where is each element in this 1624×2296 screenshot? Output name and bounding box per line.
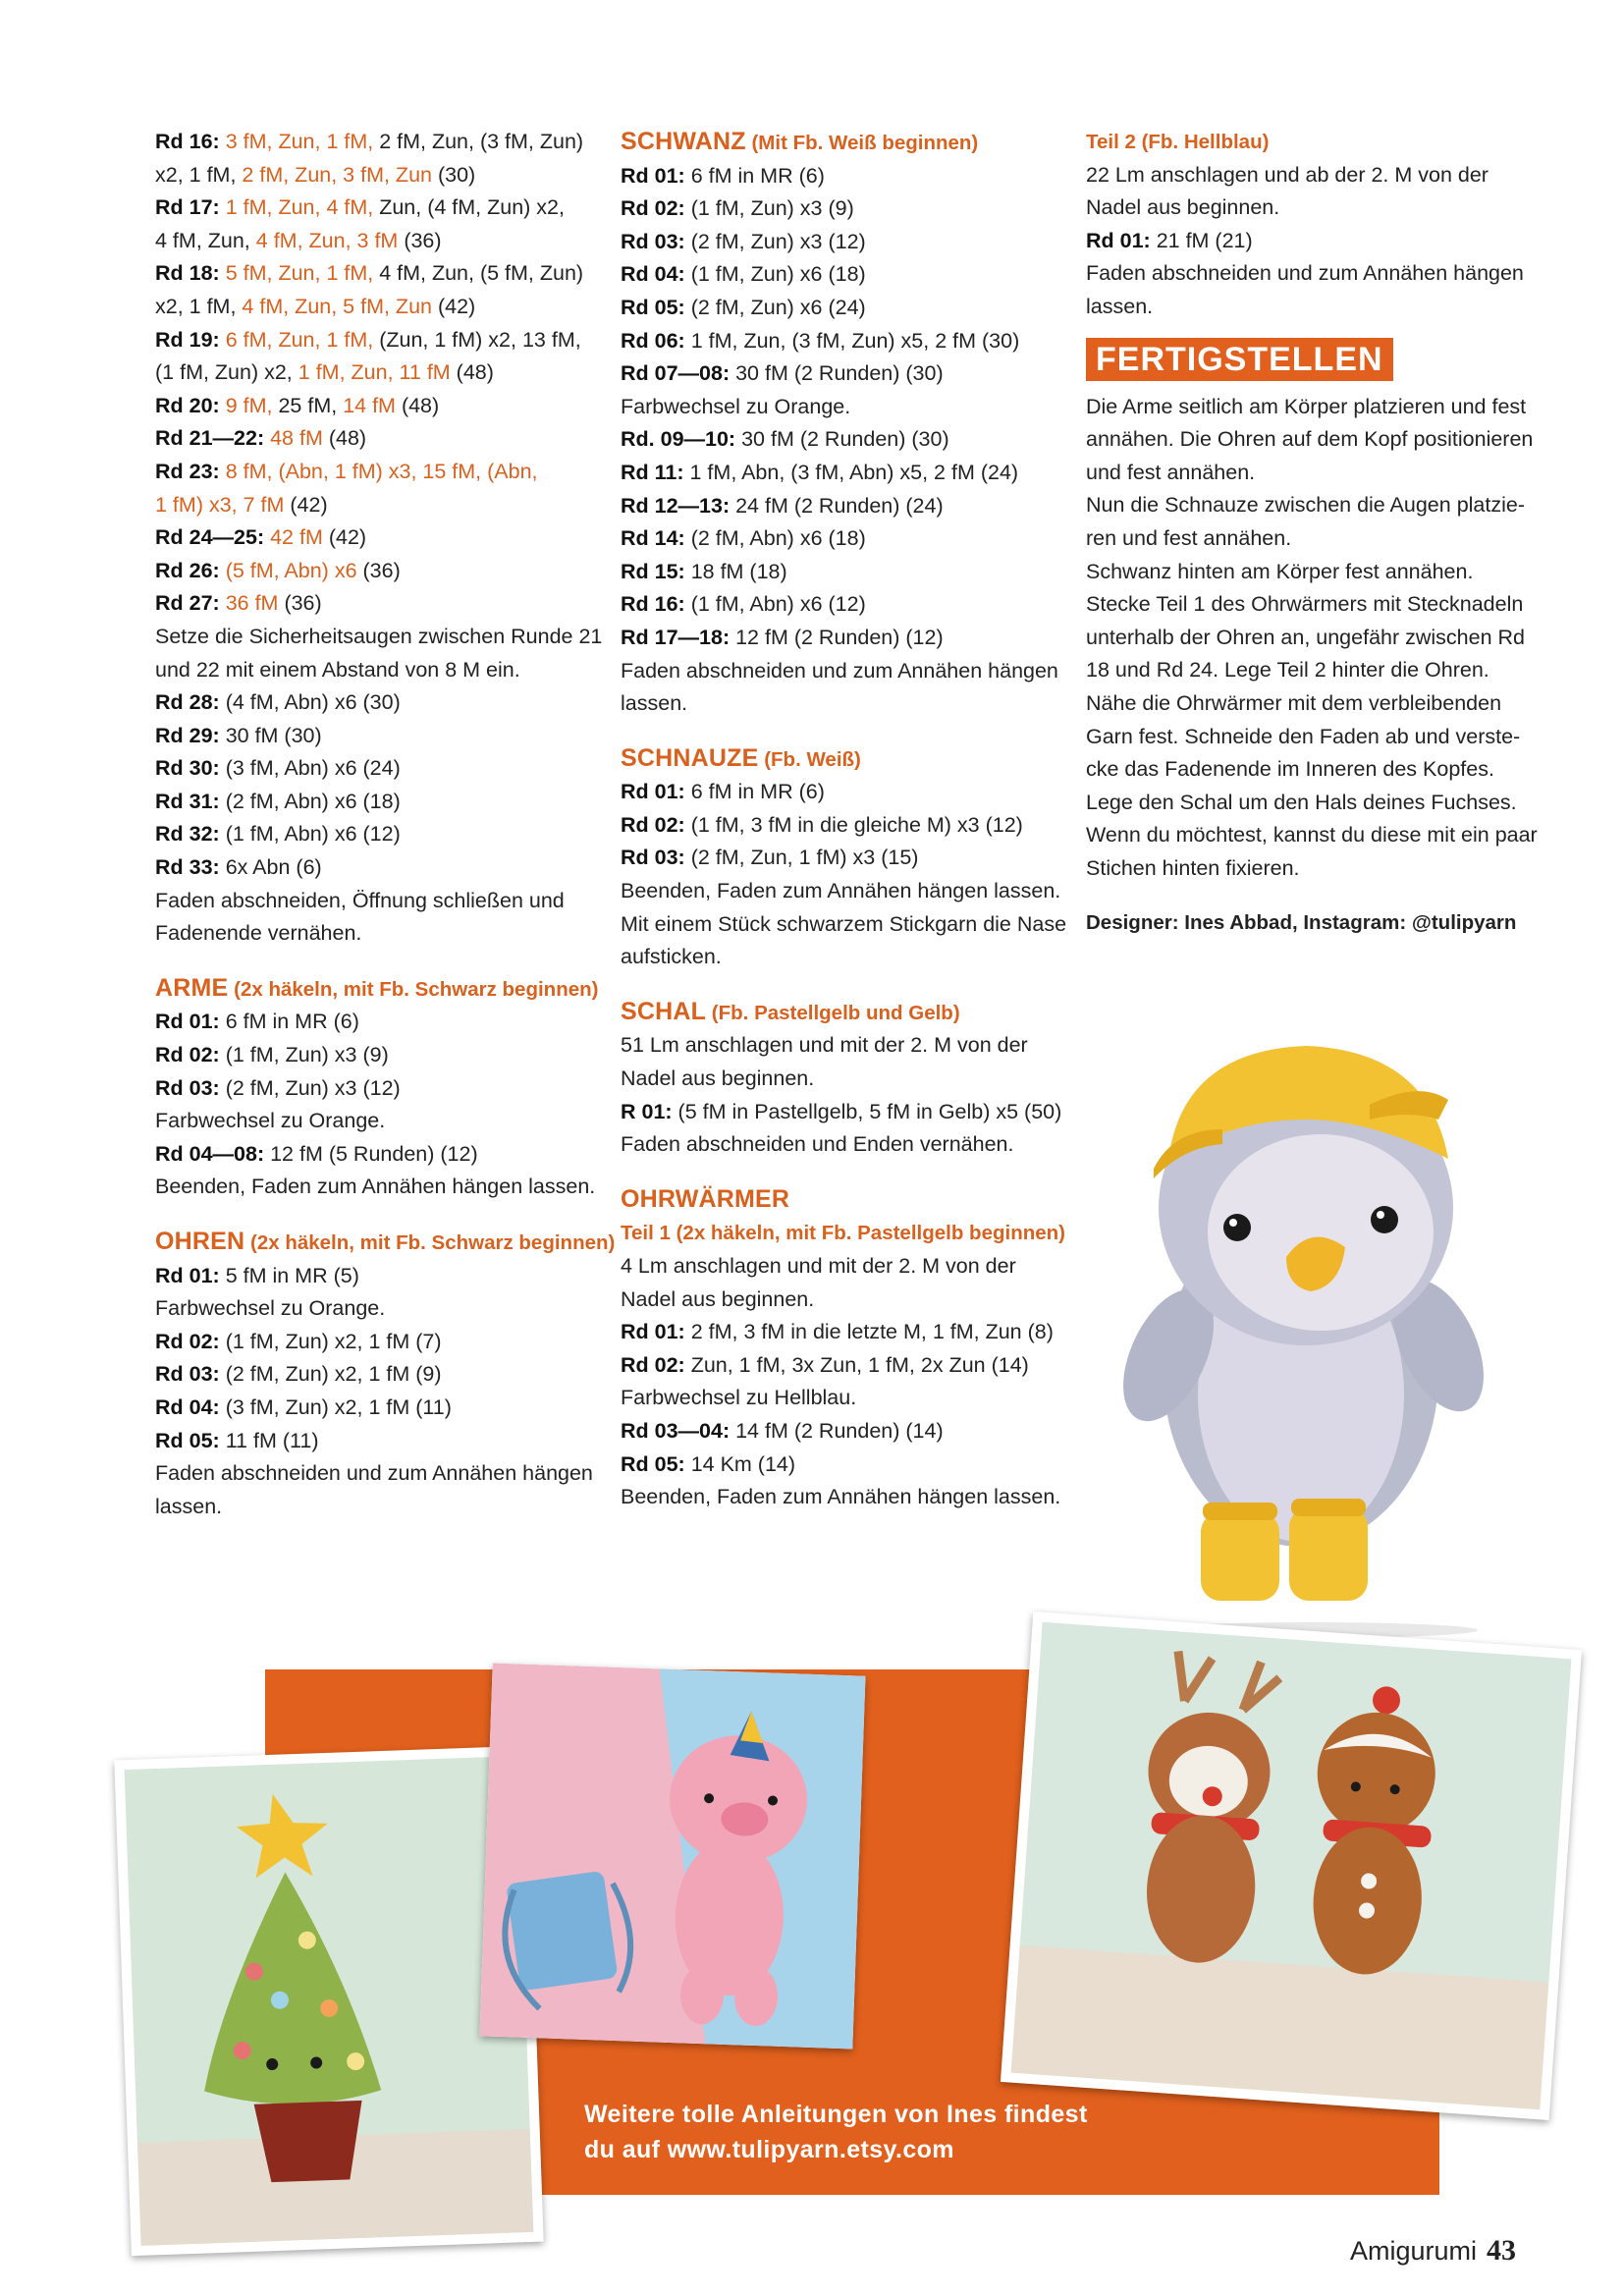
instruction-line <box>155 752 587 786</box>
teil2-rounds <box>1086 159 1538 324</box>
instruction-line <box>155 191 587 225</box>
round-label: Rd 03: <box>155 1362 220 1387</box>
instruction-text: (2 fM, Abn) x6 (18) <box>684 526 866 551</box>
instruction-line <box>621 258 1062 292</box>
instruction-line <box>621 622 1062 655</box>
instruction-line <box>621 1449 1062 1482</box>
instruction-line <box>621 192 1062 226</box>
instruction-text: 22 Lm anschlagen und ab der 2. M von der <box>1086 162 1489 187</box>
instruction-text: (36) <box>278 591 322 616</box>
round-label: Rd 01: <box>1086 228 1151 252</box>
finish-line: annähen. Die Ohren auf dem Kopf positionieren <box>1086 427 1534 452</box>
instruction-line <box>621 842 1062 875</box>
instruction-text: x2, 1 fM, <box>155 162 243 187</box>
instruction-text: 4 fM, Zun, (5 fM, Zun) <box>373 261 584 286</box>
instruction-text: Farbwechsel zu Orange. <box>155 1109 386 1133</box>
instruction-line <box>621 325 1062 358</box>
finish-line: Stichen hinten fixieren. <box>1086 855 1300 880</box>
finish-line: Nun die Schnauze zwischen die Augen platzie- <box>1086 493 1526 518</box>
instruction-text: 5 fM, Zun, 1 fM, <box>219 261 374 286</box>
instruction-line <box>155 356 587 390</box>
instruction-text: Nadel aus beginnen. <box>621 1066 815 1091</box>
instruction-text: 2 fM, Zun, 3 fM, Zun <box>242 162 432 187</box>
finish-line: cke das Fadenende im Inneren des Kopfes. <box>1086 757 1494 782</box>
instruction-line <box>621 776 1062 809</box>
instruction-line <box>155 1392 587 1425</box>
instruction-text: Faden abschneiden und zum Annähen hängen <box>155 1461 593 1486</box>
instruction-text: (48) <box>322 426 367 451</box>
instruction-line <box>155 456 587 489</box>
instruction-line <box>155 1358 587 1392</box>
instruction-line <box>621 556 1062 589</box>
instruction-text: lassen. <box>155 1494 223 1518</box>
instruction-line <box>155 291 587 324</box>
instruction-text: 9 fM, <box>219 393 273 417</box>
instruction-line <box>155 621 603 654</box>
instruction-text: 48 fM <box>264 426 323 451</box>
round-label: Rd 23: <box>155 459 220 483</box>
instruction-line <box>155 1006 587 1039</box>
instruction-text: Beenden, Faden zum Annähen hängen lassen. <box>621 1485 1061 1509</box>
round-label: Rd 26: <box>155 558 220 582</box>
round-label: Rd 07—08: <box>621 361 731 386</box>
instruction-text: x2, 1 fM, <box>155 294 243 318</box>
instruction-text: 1 fM, Zun, (3 fM, Zun) x5, 2 fM (30) <box>684 328 1020 353</box>
ohrwaermer-rounds <box>621 1250 1062 1514</box>
instruction-text: 4 Lm anschlagen und mit der 2. M von der <box>621 1254 1016 1278</box>
finish-line: ren und fest annähen. <box>1086 525 1292 550</box>
instruction-line <box>621 226 1062 259</box>
instruction-text: (1 fM, Zun) x3 (9) <box>684 196 854 221</box>
instruction-text: (42) <box>284 492 328 517</box>
round-label: Rd 15: <box>621 559 685 583</box>
arme-rounds <box>155 1006 596 1204</box>
section-banner-fertigstellen: FERTIGSTELLEN <box>1086 338 1393 381</box>
instruction-text: Farbwechsel zu Orange. <box>155 1296 386 1321</box>
instruction-text: 1 fM, Zun, 11 fM <box>298 360 451 385</box>
instruction-text: (1 fM, Zun) x2, <box>155 360 298 385</box>
instruction-text: 30 fM (2 Runden) (30) <box>735 427 949 452</box>
instruction-text: (48) <box>450 360 494 385</box>
instruction-line <box>155 1491 587 1524</box>
photo-christmas-tree <box>114 1746 543 2256</box>
instruction-line <box>621 1316 1062 1349</box>
instruction-line <box>155 1425 587 1458</box>
instruction-text: 12 fM (5 Runden) (12) <box>264 1141 478 1166</box>
round-label: Rd 02: <box>155 1329 220 1353</box>
finish-line: und fest annähen. <box>1086 460 1256 484</box>
instruction-line <box>155 851 587 885</box>
instruction-line <box>621 588 1062 622</box>
round-label: Rd 33: <box>155 855 220 880</box>
instruction-line <box>1086 159 1538 192</box>
instruction-text: 25 fM, <box>272 393 344 417</box>
instruction-line <box>155 159 587 192</box>
round-label: Rd 03: <box>621 229 685 253</box>
round-label: Rd 17: <box>155 195 220 220</box>
instruction-text: 21 fM (21) <box>1150 228 1253 252</box>
instruction-line <box>155 1292 587 1326</box>
subheading-teil-2: Teil 2 (Fb. Hellblau) <box>1086 131 1270 153</box>
section-heading-ohren: OHREN (2x häkeln, mit Fb. Schwarz beginnen) <box>155 1228 616 1255</box>
round-label: Rd 16: <box>155 130 220 153</box>
instruction-text: 2 fM, Zun, (3 fM, Zun) <box>373 130 584 153</box>
finish-line: Nähe die Ohrwärmer mit dem verbleibenden <box>1086 690 1502 715</box>
instruction-text: 12 fM (2 Runden) (12) <box>730 625 944 649</box>
instruction-text: Setze die Sicherheitsaugen zwischen Runde 21 <box>155 624 603 648</box>
round-label: Rd 06: <box>621 328 685 353</box>
instruction-line <box>621 292 1062 325</box>
instruction-text: 24 fM (2 Runden) (24) <box>730 493 944 518</box>
instruction-text: 3 fM, Zun, 1 fM, <box>219 130 374 153</box>
instruction-text: 14 Km (14) <box>684 1451 796 1476</box>
instruction-line <box>621 1096 1062 1129</box>
instruction-text: 36 fM <box>219 591 279 616</box>
column-1 <box>155 126 616 1523</box>
instruction-text: (36) <box>356 558 401 582</box>
instruction-line <box>155 720 587 753</box>
instruction-line <box>155 489 587 522</box>
round-label: Rd 20: <box>155 393 220 417</box>
instruction-text: aufsticken. <box>621 945 722 969</box>
round-label: Rd 27: <box>155 591 220 616</box>
round-label: Rd 02: <box>621 196 685 221</box>
instruction-text: 18 fM (18) <box>684 559 787 583</box>
round-label: Rd 02: <box>621 812 685 837</box>
finish-line: Lege den Schal um den Hals deines Fuchses. <box>1086 790 1517 814</box>
instruction-text: Faden abschneiden und zum Annähen hängen <box>1086 261 1524 286</box>
instruction-line <box>155 917 587 951</box>
promo-line-1: Weitere tolle Anleitungen von Ines findest <box>584 2101 1088 2128</box>
instruction-line <box>621 1481 1062 1514</box>
round-label: Rd 01: <box>621 1320 685 1344</box>
finish-line: Die Arme seitlich am Körper platzieren und fest <box>1086 394 1527 418</box>
instruction-text: Farbwechsel zu Orange. <box>621 394 851 418</box>
round-label: Rd 04: <box>155 1394 220 1419</box>
penguin-photo <box>1075 1011 1546 1640</box>
instruction-line <box>155 885 587 918</box>
instruction-text: 2 fM, 3 fM in die letzte M, 1 fM, Zun (8) <box>684 1320 1054 1344</box>
instruction-text: (1 fM, Zun) x6 (18) <box>684 262 866 287</box>
instruction-text: lassen. <box>1086 294 1154 318</box>
instruction-text: Nadel aus beginnen. <box>1086 195 1280 220</box>
instruction-line <box>155 818 587 851</box>
instruction-text: Zun, 1 fM, 3x Zun, 1 fM, 2x Zun (14) <box>684 1352 1029 1377</box>
instruction-line <box>621 1063 1062 1096</box>
round-label: Rd 01: <box>155 1263 220 1287</box>
instruction-line <box>621 1382 1062 1415</box>
section-heading-arme: ARME (2x häkeln, mit Fb. Schwarz beginnen) <box>155 973 599 1002</box>
instruction-text: (2 fM, Zun) x6 (24) <box>684 295 866 319</box>
instruction-text: (1 fM, Abn) x6 (12) <box>219 822 401 847</box>
instruction-text: (1 fM, Zun) x2, 1 fM (7) <box>219 1329 442 1353</box>
finish-line: 18 und Rd 24. Lege Teil 2 hinter die Ohren. <box>1086 658 1489 683</box>
finish-line: Stecke Teil 1 des Ohrwärmers mit Stecknadeln <box>1086 592 1524 617</box>
instruction-text: (2 fM, Zun) x2, 1 fM (9) <box>219 1362 442 1387</box>
instruction-line <box>1086 291 1538 324</box>
column-3 <box>1086 126 1538 940</box>
instruction-text: (2 fM, Zun) x3 (12) <box>684 229 866 253</box>
finish-line: Wenn du möchtest, kannst du diese mit ein paar <box>1086 823 1538 847</box>
round-label: Rd 05: <box>621 295 685 319</box>
round-label: Rd 31: <box>155 789 220 813</box>
instruction-text: Fadenende vernähen. <box>155 921 362 946</box>
instruction-text: und 22 mit einem Abstand von 8 M ein. <box>155 657 520 682</box>
instruction-text: Farbwechsel zu Hellblau. <box>621 1386 857 1410</box>
round-label: Rd. 09—10: <box>621 427 736 452</box>
ohren-rounds <box>155 1260 593 1524</box>
schal-rounds <box>621 1029 1062 1161</box>
instruction-text: 6x Abn (6) <box>219 855 322 880</box>
instruction-text: Zun, (4 fM, Zun) x2, <box>373 195 565 220</box>
instruction-text: (5 fM in Pastellgelb, 5 fM in Gelb) x5 (50) <box>672 1099 1062 1123</box>
instruction-line <box>155 126 587 159</box>
instruction-text: (1 fM, Abn) x6 (12) <box>684 592 866 617</box>
round-label: Rd 01: <box>621 780 685 804</box>
instruction-line <box>155 786 587 819</box>
instruction-text: 6 fM, Zun, 1 fM, <box>219 327 374 352</box>
instruction-line <box>621 875 1062 908</box>
round-label: Rd 03: <box>155 1075 220 1100</box>
subheading-teil-1: Teil 1 (2x häkeln, mit Fb. Pastellgelb beginnen) <box>621 1222 1065 1245</box>
round-label: Rd 28: <box>155 690 220 715</box>
instruction-text: (1 fM, 3 fM in die gleiche M) x3 (12) <box>684 812 1023 837</box>
instruction-text: (48) <box>395 393 440 417</box>
instruction-line <box>621 423 1062 457</box>
instruction-line <box>155 521 587 555</box>
round-label: Rd 03: <box>621 846 685 870</box>
instruction-line <box>1086 191 1538 225</box>
instruction-text: 11 fM (11) <box>219 1428 319 1452</box>
instruction-line <box>1086 257 1538 291</box>
photo-pig <box>479 1663 865 2049</box>
promo-line-2: du auf www.tulipyarn.etsy.com <box>584 2136 954 2163</box>
instruction-text: (1 fM, Zun) x3 (9) <box>219 1043 389 1067</box>
instruction-line <box>155 1039 587 1072</box>
instruction-line <box>155 1326 587 1359</box>
round-label: Rd 11: <box>621 460 684 484</box>
instruction-text: 6 fM in MR (6) <box>684 780 825 804</box>
instruction-line <box>621 522 1062 556</box>
instruction-text: (3 fM, Zun) x2, 1 fM (11) <box>219 1394 452 1419</box>
instruction-line <box>155 390 587 423</box>
round-label: R 01: <box>621 1099 673 1123</box>
instruction-line <box>621 1029 1062 1063</box>
instruction-line <box>621 1128 1062 1162</box>
instruction-text: Faden abschneiden und zum Annähen hängen <box>621 658 1058 683</box>
instruction-line <box>155 555 587 588</box>
instruction-text: Nadel aus beginnen. <box>621 1286 815 1311</box>
instruction-line <box>1086 225 1538 258</box>
round-label: Rd 05: <box>155 1428 220 1452</box>
instruction-line <box>621 908 1067 942</box>
instruction-text: 6 fM in MR (6) <box>684 163 825 188</box>
round-label: Rd 02: <box>155 1043 220 1067</box>
finish-line: Garn fest. Schneide den Faden ab und verste- <box>1086 724 1521 748</box>
instruction-line <box>621 941 1062 974</box>
column-2 <box>621 126 1067 1514</box>
round-label: Rd 04—08: <box>155 1141 265 1166</box>
round-label: Rd 32: <box>155 822 220 847</box>
schnauze-rounds <box>621 776 1067 974</box>
page-number: 43 <box>1487 2234 1516 2267</box>
instruction-line <box>621 1284 1062 1317</box>
instruction-line <box>155 1171 596 1204</box>
instruction-text: 1 fM) x3, 7 fM <box>155 492 285 517</box>
schwanz-rounds <box>621 160 1062 721</box>
round-label: Rd 17—18: <box>621 625 731 649</box>
instruction-line <box>155 1105 587 1138</box>
page-footer <box>1350 2234 1516 2268</box>
instruction-line <box>155 1457 593 1491</box>
instruction-line <box>155 1138 587 1172</box>
instruction-text: (2 fM, Zun, 1 fM) x3 (15) <box>684 846 919 870</box>
instruction-text: 30 fM (2 Runden) (30) <box>730 361 944 386</box>
instruction-text: 4 fM, Zun, <box>155 228 256 252</box>
instruction-line <box>155 324 587 357</box>
instruction-text: lassen. <box>621 691 688 716</box>
section-heading-schal: SCHAL (Fb. Pastellgelb und Gelb) <box>621 997 960 1025</box>
promo-text <box>584 2097 1193 2167</box>
instruction-text: Faden abschneiden und Enden vernähen. <box>621 1132 1014 1157</box>
instruction-text: 42 fM <box>264 525 323 550</box>
instruction-text: (36) <box>398 228 442 252</box>
finish-line: Schwanz hinten am Körper fest annähen. <box>1086 559 1474 583</box>
round-label: Rd 30: <box>155 756 220 781</box>
instruction-line <box>155 686 587 720</box>
instruction-text: 1 fM, Abn, (3 fM, Abn) x5, 2 fM (24) <box>683 460 1019 484</box>
magazine-name: Amigurumi <box>1349 2236 1477 2266</box>
instruction-line <box>155 654 587 687</box>
instruction-line <box>155 422 587 456</box>
round-label: Rd 12—13: <box>621 493 731 518</box>
instruction-line <box>621 1415 1062 1449</box>
instruction-text: (2 fM, Zun) x3 (12) <box>219 1075 401 1100</box>
section-heading-schnauze: SCHNAUZE (Fb. Weiß) <box>621 743 861 772</box>
instruction-text: 30 fM (30) <box>219 723 322 747</box>
section-heading-schwanz: SCHWANZ (Mit Fb. Weiß beginnen) <box>621 128 979 155</box>
round-label: Rd 16: <box>621 592 685 617</box>
instruction-line <box>155 1260 587 1293</box>
instruction-line <box>621 1349 1062 1383</box>
round-label: Rd 24—25: <box>155 525 265 550</box>
instruction-text: 8 fM, (Abn, 1 fM) x3, 15 fM, (Abn, <box>219 459 538 483</box>
instruction-text: 5 fM in MR (5) <box>219 1263 359 1287</box>
instruction-text: (42) <box>432 294 476 318</box>
instruction-text: 4 fM, Zun, 3 fM <box>255 228 399 252</box>
instruction-line <box>621 391 1062 424</box>
instruction-text: Mit einem Stück schwarzem Stickgarn die Nase <box>621 911 1067 936</box>
instruction-line <box>155 587 587 621</box>
round-label: Rd 01: <box>621 163 685 188</box>
instruction-text: (4 fM, Abn) x6 (30) <box>219 690 401 715</box>
instruction-text: 1 fM, Zun, 4 fM, <box>219 195 374 220</box>
round-label: Rd 05: <box>621 1451 685 1476</box>
finish-instructions <box>1086 391 1538 886</box>
finish-line: unterhalb der Ohren an, ungefähr zwischen Rd <box>1086 625 1525 649</box>
instruction-text: 14 fM (2 Runden) (14) <box>730 1418 944 1443</box>
section-heading-ohrwaermer: OHRWÄRMER <box>621 1184 790 1213</box>
designer-credit: Designer: Ines Abbad, Instagram: @tulipyarn <box>1086 911 1517 935</box>
round-label: Rd 21—22: <box>155 426 265 451</box>
photo-reindeer-gingerbread <box>1001 1612 1582 2120</box>
instruction-text: Faden abschneiden, Öffnung schließen und <box>155 888 565 912</box>
round-label: Rd 19: <box>155 327 220 352</box>
instruction-line <box>621 809 1062 843</box>
instruction-text: 51 Lm anschlagen und mit der 2. M von der <box>621 1033 1028 1058</box>
instruction-text: Beenden, Faden zum Annähen hängen lassen. <box>621 879 1061 903</box>
instruction-line <box>155 225 587 258</box>
instruction-line <box>621 160 1062 193</box>
round-label: Rd 14: <box>621 526 685 551</box>
instruction-text: (30) <box>432 162 476 187</box>
round-label: Rd 01: <box>155 1010 220 1034</box>
instruction-line <box>155 257 587 291</box>
instruction-text: (2 fM, Abn) x6 (18) <box>219 789 401 813</box>
instruction-text: 6 fM in MR (6) <box>219 1010 359 1034</box>
instruction-line <box>621 687 1062 721</box>
instruction-line <box>621 357 1062 391</box>
instruction-text: Beenden, Faden zum Annähen hängen lassen. <box>155 1175 596 1199</box>
instruction-line <box>155 1072 587 1106</box>
instruction-line <box>621 1250 1062 1284</box>
body-rounds <box>155 126 603 951</box>
instruction-text: 4 fM, Zun, 5 fM, Zun <box>242 294 432 318</box>
instruction-line <box>621 457 1062 490</box>
instruction-text: (42) <box>322 525 367 550</box>
round-label: Rd 29: <box>155 723 220 747</box>
instruction-text: (5 fM, Abn) x6 <box>219 558 357 582</box>
instruction-text: (Zun, 1 fM) x2, 13 fM, <box>373 327 581 352</box>
instruction-text: 14 fM <box>343 393 396 417</box>
instruction-line <box>621 490 1062 523</box>
round-label: Rd 02: <box>621 1352 685 1377</box>
round-label: Rd 04: <box>621 262 685 287</box>
round-label: Rd 03—04: <box>621 1418 731 1443</box>
round-label: Rd 18: <box>155 261 220 286</box>
instruction-text: (3 fM, Abn) x6 (24) <box>219 756 401 781</box>
instruction-line <box>621 655 1062 688</box>
